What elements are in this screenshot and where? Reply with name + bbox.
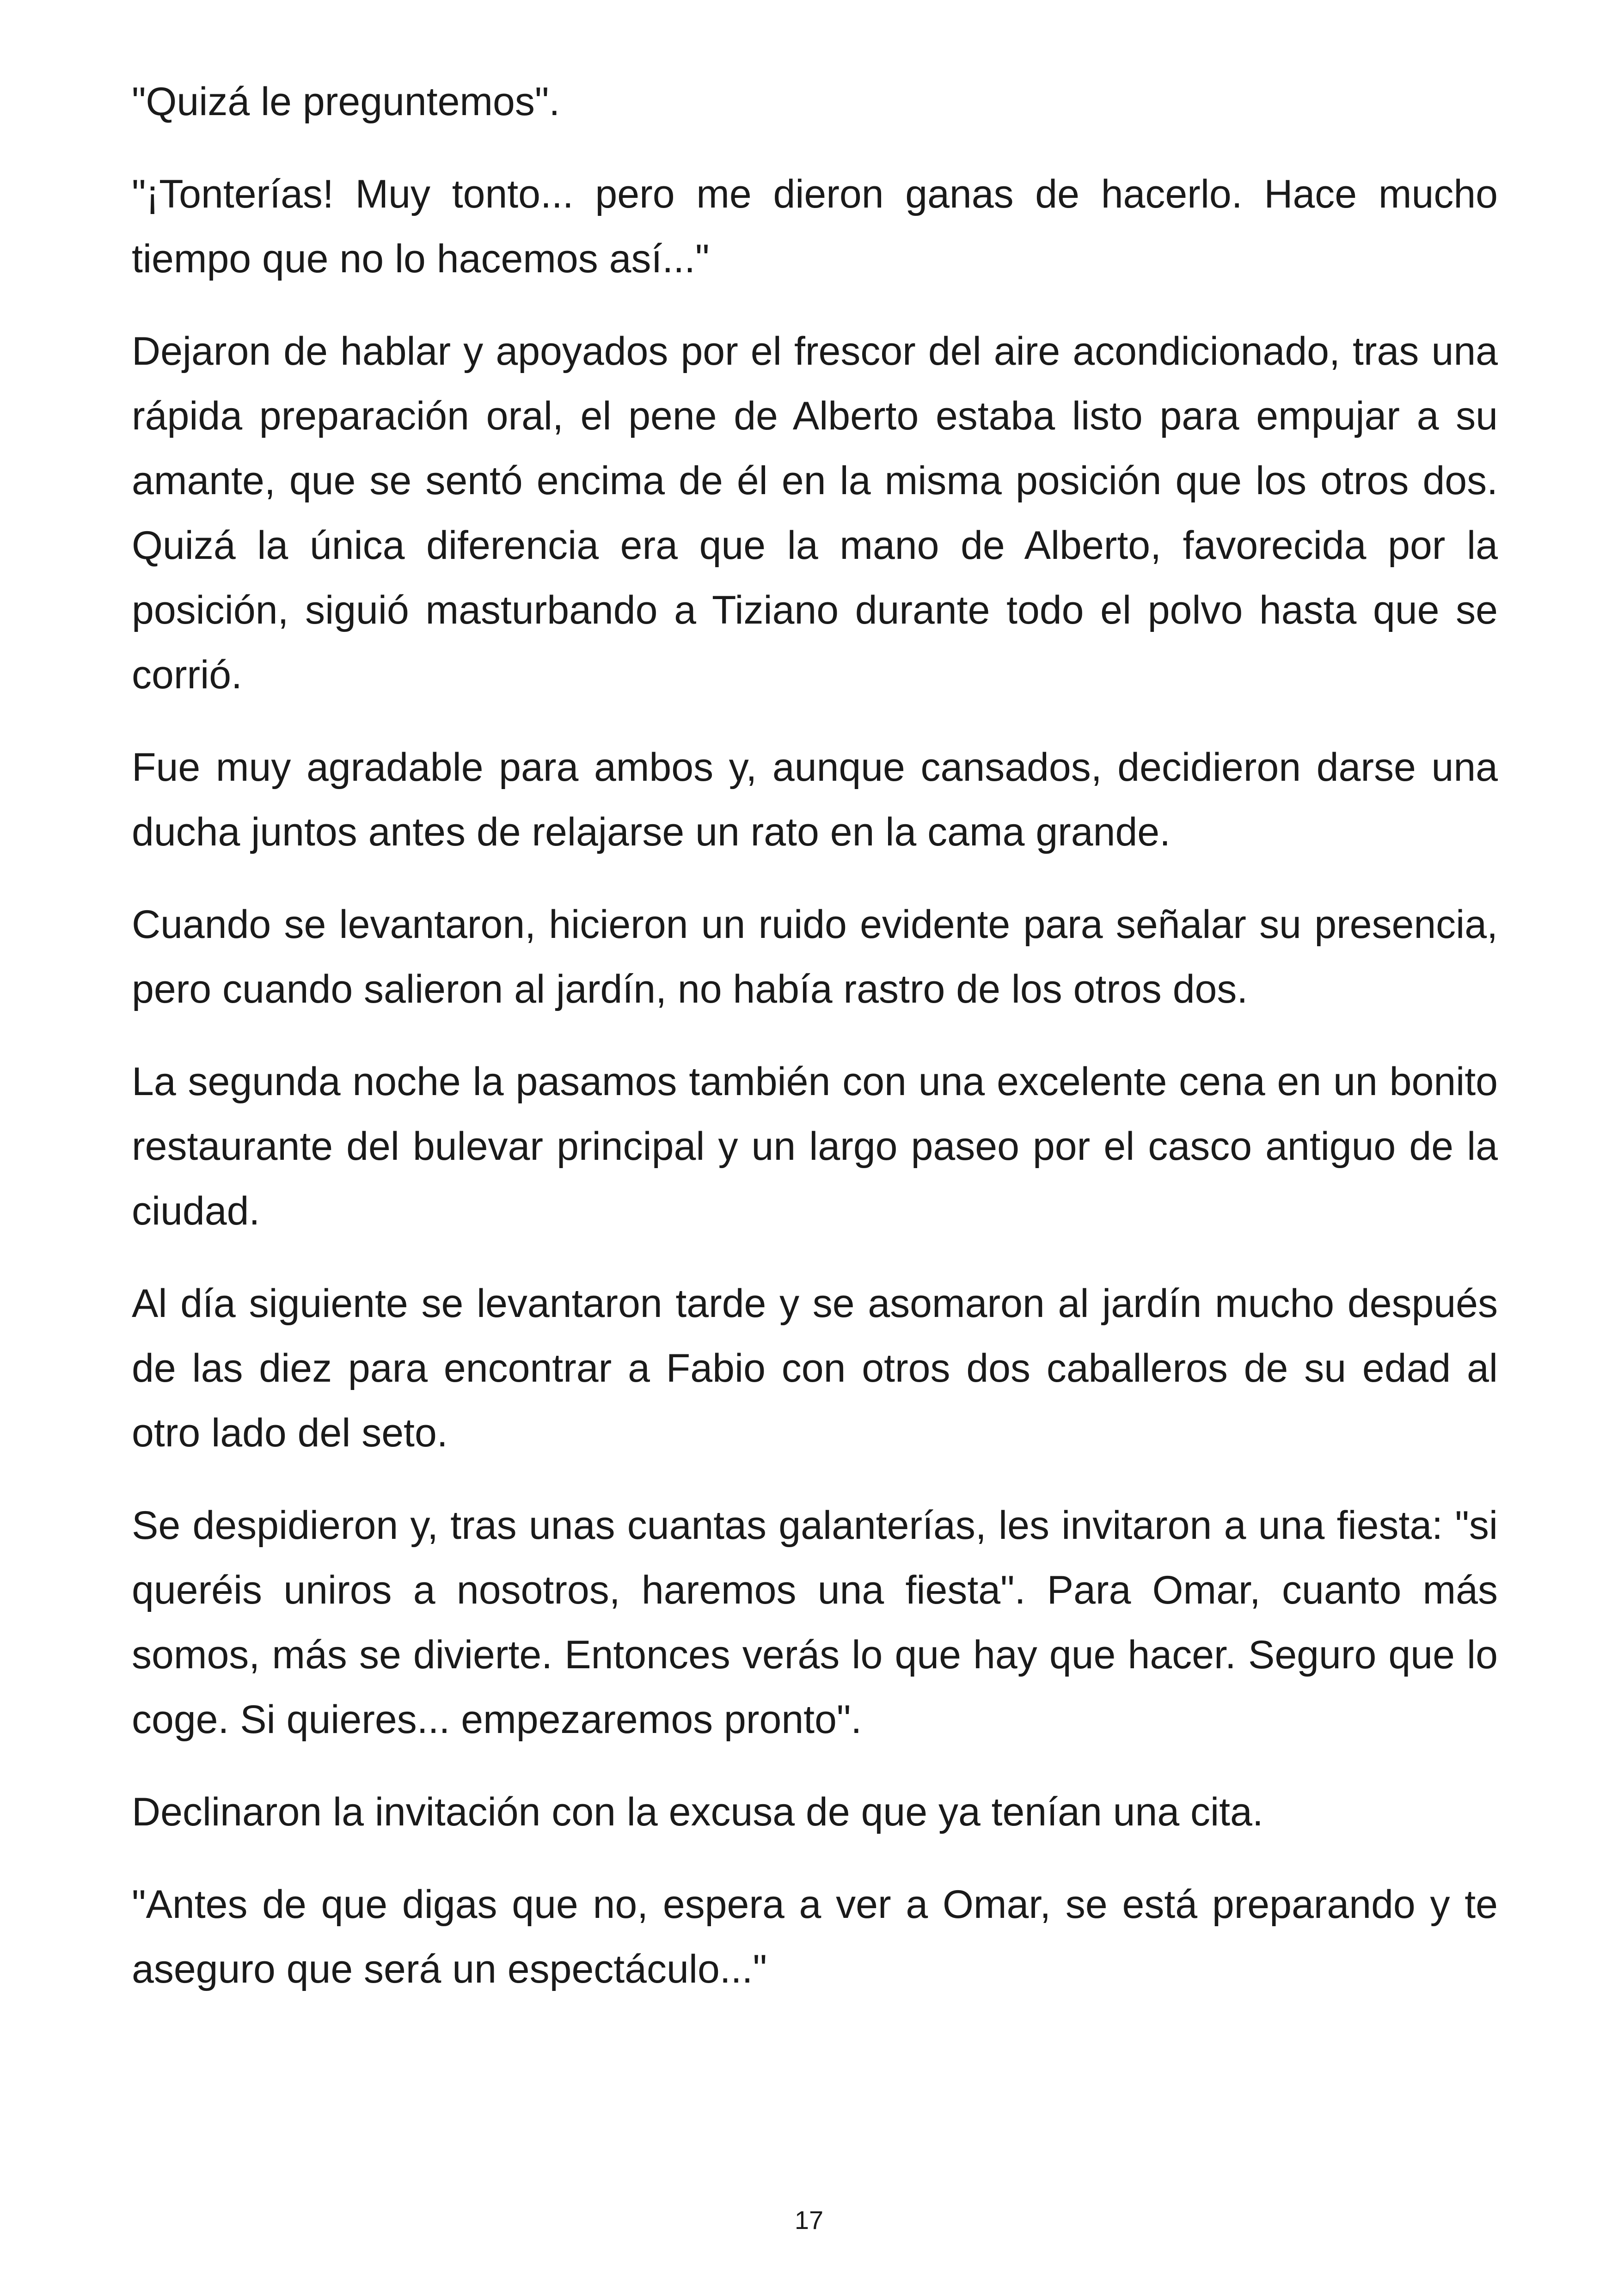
paragraph: Fue muy agradable para ambos y, aunque cansados, decidieron darse una ducha juntos antes de relajarse un rato en la cama grande. [132, 745, 1498, 854]
page-number: 17 [794, 2205, 824, 2235]
paragraph: "Antes de que digas que no, espera a ver a Omar, se está preparando y te aseguro que será un espectáculo..." [132, 1882, 1498, 1991]
paragraph: Dejaron de hablar y apoyados por el frescor del aire acondicionado, tras una rápida preparación oral, el pene de Alberto estaba listo para empujar a su amante, que se sentó encima de él en la misma posición que los otros dos. Quizá la única diferencia era que la mano de Alberto, favorecida por la posición, siguió masturbando a Tiziano durante todo el polvo hasta que se corrió. [132, 329, 1498, 697]
paragraph: Se despidieron y, tras unas cuantas galanterías, les invitaron a una fiesta: "si queréis uniros a nosotros, haremos una fiesta". Para Omar, cuanto más somos, más se divierte. Entonces verás lo que hay que hacer. Seguro que lo coge. Si quieres... empezaremos pronto". [132, 1503, 1498, 1742]
paragraph: "Quizá le preguntemos". [132, 80, 560, 124]
paragraph: Al día siguiente se levantaron tarde y se asomaron al jardín mucho después de las diez para encontrar a Fabio con otros dos caballeros de su edad al otro lado del seto. [132, 1281, 1498, 1455]
paragraph: Declinaron la invitación con la excusa de que ya tenían una cita. [132, 1790, 1263, 1834]
paragraph: La segunda noche la pasamos también con una excelente cena en un bonito restaurante del bulevar principal y un largo paseo por el casco antiguo de la ciudad. [132, 1059, 1498, 1233]
paragraph: Cuando se levantaron, hicieron un ruido evidente para señalar su presencia, pero cuando salieron al jardín, no había rastro de los otros dos. [132, 902, 1498, 1011]
body-text [132, 69, 1498, 2029]
paragraph: "¡Tonterías! Muy tonto... pero me dieron ganas de hacerlo. Hace mucho tiempo que no lo hacemos así..." [132, 172, 1498, 281]
